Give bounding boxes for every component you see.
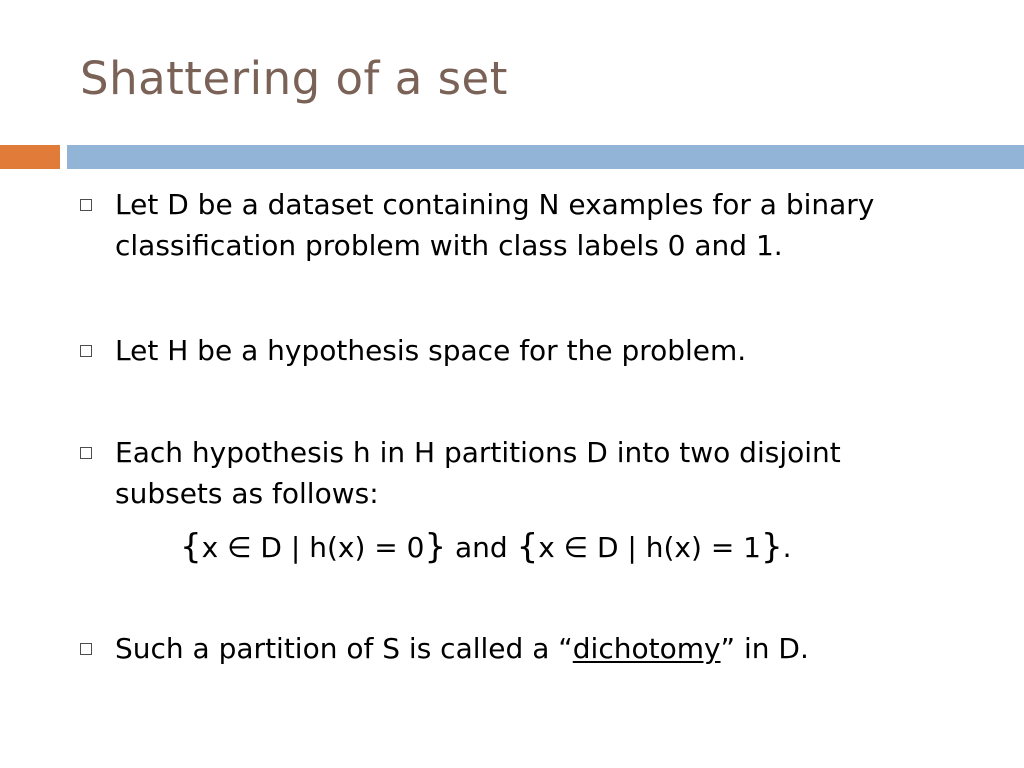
slide-title: Shattering of a set — [80, 52, 508, 105]
formula-end: . — [782, 531, 792, 564]
accent-bar-blue — [67, 145, 1024, 169]
square-bullet-icon — [80, 643, 92, 655]
bullet-suffix: ” in D. — [720, 632, 809, 665]
bullet-text: Let D be a dataset containing N examples for a binary classification problem with class labels 0 and 1. — [115, 188, 875, 262]
bullet-text: Let H be a hypothesis space for the problem. — [115, 334, 747, 367]
open-brace: { — [180, 527, 202, 567]
and-word: and — [446, 531, 517, 564]
open-brace: { — [516, 527, 539, 567]
bullet-text: Each hypothesis h in H partitions D into two disjoint subsets as follows: — [115, 436, 841, 510]
square-bullet-icon — [80, 199, 92, 211]
bullet-text — [115, 628, 975, 669]
square-bullet-icon — [80, 447, 92, 459]
set-label-0: x ∈ D | h(x) = 0 — [201, 531, 425, 564]
dichotomy-term: dichotomy — [572, 632, 721, 665]
square-bullet-icon — [80, 345, 92, 357]
partition-formula — [180, 527, 792, 568]
close-brace: } — [424, 527, 447, 567]
set-label-1: x ∈ D | h(x) = 1 — [538, 531, 761, 564]
accent-bar-orange — [0, 145, 60, 169]
bullet-prefix: Such a partition of S is called a “ — [115, 632, 573, 665]
close-brace: } — [761, 527, 783, 567]
